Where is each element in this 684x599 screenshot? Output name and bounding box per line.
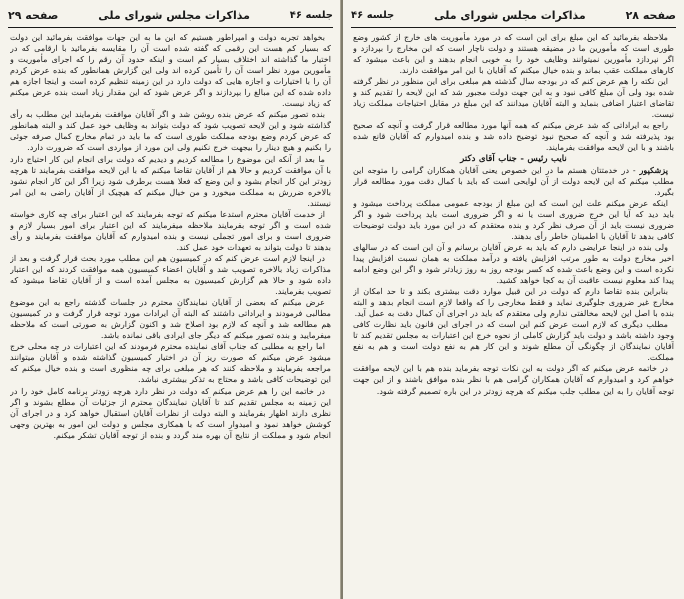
paragraph: ما بعد از آنکه این موضوع را مطالعه کردیم و دیدیم که دولت برای انجام این کار احتیاج دارد با آن موافقت کردیم و حالا هم از آقایان تقاضا میکنم که با این لایحه موافقت بفرمایند تا هرچه زودتر این کار انجام بشود و این وضع که فعلا هست برطرف شود زیرا اگر این کار انجام نشود بالاخره ضررش به مملکت میخورد و من خیال میکنم که هیچیک از آقایان راضی به این امر نیستند.: [10, 153, 331, 208]
speaker-paragraph: [353, 165, 674, 198]
left-header-rule: [8, 27, 333, 28]
left-page-header: [8, 4, 333, 26]
left-session-label: جلسه ۴۶: [289, 9, 333, 21]
paragraph: اما راجع به مطلبی که جناب آقای نماینده محترم فرمودند که این اعتبارات در چه محلی خرج میشود عرض میکنم که صورت ریز آن در اختیار کمیسیون گذاشته شده و آقایان میتوانند مراجعه بفرمایند و ملاحظه کنند که هر مبلغی برای چه منظوری است و بنده خیال میکنم که این توضیحات کافی باشد و محتاج به تذکر بیشتری نباشد.: [10, 341, 331, 385]
left-page-body: [10, 32, 331, 595]
right-page-number: صفحه ۲۸: [625, 8, 676, 22]
paragraph: راجع به ایراداتی که شد عرض میکنم که همه آنها مورد مطالعه قرار گرفت و آنچه که صحیح بود پذیرفته شد و آنچه که صحیح نبود توضیح داده شد و بنده امیدوارم که آقایان قانع شده باشند و با این لایحه موافقت بفرمایند.: [353, 120, 674, 153]
paragraph: بخواهد تجربه دولت و امپراطور هستیم که این ما به این جهات موافقت بفرمائید این دولت که بسیار کم هست این رقمی که گفته شده است آن را مقایسه بفرمائید با ارقامی که در اختیار ما گذاشته اند اختلاف بسیار کم است و اینکه حدود آن رقم را که اجرای مأموریت و مأمورین مورد نظر است آن را تأمین کرده اند ولی این گزارش همانطور که بنده عرض کردم آن را با اختیارات و اجازه هایی که دولت دارد در این زمینه تنظیم کرده است و اینجا اجازه هم داده شده که این مبالغ را بپردازند و اگر عرض شود که این مقدار زیاد است بنده عرض میکنم که زیاد نیست.: [10, 32, 331, 109]
paragraph: در خاتمه این را هم عرض میکنم که دولت در نظر دارد هرچه زودتر برنامه کامل خود را در این زمینه به مجلس تقدیم کند تا آقایان نمایندگان محترم از جزئیات آن مطلع بشوند و اگر نظری دارند اظهار بفرمایند و البته دولت از نظرات آقایان استقبال خواهد کرد و در اجرای آن کوشش خواهد نمود و امیدوار است که با همکاری مجلس و دولت این امور به بهترین وجهی انجام شود و مملکت از نتایج آن بهره مند گردد و بنده از توجه آقایان تشکر میکنم.: [10, 385, 331, 440]
speaker-heading: نایب رئیس - جناب آقای دکتر: [460, 153, 567, 164]
paragraph: عرض میکنم که بعضی از آقایان نمایندگان محترم در جلسات گذشته راجع به این موضوع مطالبی فرمودند و ایراداتی داشتند که البته آن ایرادات مورد توجه قرار گرفت و در کمیسیون هم مطالعه شد و آنچه که لازم بود اصلاح شد و اکنون گزارش به صورتی است که ملاحظه میفرمایید و بنده تصور میکنم که دیگر جای ایرادی باقی نمانده باشد.: [10, 297, 331, 341]
paragraph: بنابراین بنده تقاضا دارم که دولت در این قبیل موارد دقت بیشتری بکند و تا حد امکان از مخارج غیر ضروری جلوگیری نماید و فقط مخارجی را که واقعا لازم است انجام بدهد و البته بنده با اصل این لایحه مخالفتی ندارم ولی معتقدم که باید در اجرای آن کمال دقت به عمل آید.: [353, 286, 674, 319]
paragraph: از خدمت آقایان محترم استدعا میکنم که توجه بفرمایند که این اعتبار برای چه کاری خواسته شده است و اگر توجه بفرمایند ملاحظه میفرمایند که این اعتبار برای امور بسیار لازم و ضروری است و برای امور تجملی نیست و بنده امیدوارم که آقایان موافقت بفرمایند و رأی بدهند تا دولت بتواند به تعهدات خود عمل کند.: [10, 208, 331, 252]
speaker-text: - در خدمتتان هستم ما در این خصوص یعنی آقایان همکاران گرامی را متوجه این مطلب میکنم که این لایحه دولت از آن لوایحی است که باید با کمال دقت مورد مطالعه قرار بگیرد.: [353, 164, 674, 197]
left-page: [0, 0, 341, 599]
right-session-label: جلسه ۴۶: [351, 9, 395, 21]
paragraph: در خاتمه عرض میکنم که اگر دولت به این نکات توجه بفرماید بنده هم با این لایحه موافقت خواهم کرد و امیدوارم که آقایان همکاران گرامی هم با نظر بنده موافق باشند و از این جهت توجه آقایان را به این مطلب جلب میکنم که هرچه زودتر در این باره تصمیم گرفته شود.: [353, 363, 674, 396]
right-header-rule: [351, 27, 676, 28]
paragraph: ولی بنده در اینجا عرایضی دارم که باید به عرض آقایان برسانم و آن این است که در سالهای اخیر مخارج دولت به طور مرتب افزایش یافته و درآمد مملکت به همان نسبت افزایش پیدا نکرده است و این وضع باعث شده که کسر بودجه روز به روز زیادتر شود و اگر این وضع ادامه پیدا کند معلوم نیست عاقبت آن به کجا خواهد کشید.: [353, 241, 674, 286]
right-page-header: [351, 4, 676, 26]
paragraph: مطلب دیگری که لازم است عرض کنم این است که در اجرای این قانون باید نظارت کافی وجود داشته باشد و دولت باید گزارش کاملی از نحوه خرج این اعتبارات به مجلس تقدیم کند تا آقایان نمایندگان از چگونگی آن مطلع شوند و این کار هم به نفع دولت است و هم به نفع مملکت.: [353, 319, 674, 363]
right-page-body: [353, 32, 674, 595]
paragraph: ملاحظه بفرمائید که این مبلغ برای این است که در مورد مأموریت های خارج از کشور وضع طوری است که مأمورین ما در مضیقه هستند و دولت ناچار است که این مخارج را بپردازد و اگر نپردازد مأمورین نمیتوانند وظایف خود را به خوبی انجام بدهند و این باعث میشود که کارهای مملکت عقب بماند و بنده خیال میکنم که آقایان با این امر موافقت دارند.: [353, 32, 674, 76]
paragraph: بنده تصور میکنم که عرض بنده روشن شد و اگر آقایان موافقت بفرمایند این مطلب به رأی گذاشته شود و این لایحه تصویب شود که دولت بتواند به وظایف خود عمل کند و البته همانطور که عرض کردم وضع بودجه مملکت طوری است که ما باید در تمام مخارج کمال صرفه جوئی را بکنیم و هیچ دینار را بیجهت خرج نکنیم ولی این مورد از مواردی است که ضرورت دارد.: [10, 109, 331, 153]
paragraph: اینکه عرض میکنم علت این است که این مبلغ از بودجه عمومی مملکت پرداخت میشود و باید دید که آیا این خرج ضروری است یا نه و اگر ضروری است باید پرداخت شود و اگر ضروری نیست باید از آن صرف نظر کرد و بنده معتقدم که در این مورد باید دولت توضیحات کافی بدهد تا آقایان با اطمینان خاطر رأی بدهند.: [353, 197, 674, 241]
paragraph: در اینجا لازم است عرض کنم که در کمیسیون هم این مطلب مورد بحث قرار گرفت و بعد از مذاکرات زیاد بالاخره تصویب شد و آقایان اعضاء کمیسیون همه موافقت کردند که این اعتبار داده شود و حالا هم گزارش کمیسیون به مجلس آمده است و از آقایان تقاضا میشود که تصویب بفرمایند.: [10, 252, 331, 297]
left-page-number: صفحه ۲۹: [8, 8, 59, 22]
right-page: [343, 0, 684, 599]
left-running-title: مذاکرات مجلس شورای ملی: [98, 8, 250, 22]
speaker-name: پزشکپور: [639, 164, 669, 175]
right-running-title: مذاکرات مجلس شورای ملی: [434, 8, 586, 22]
paragraph: این نکته را هم عرض کنم که در بودجه سال گذشته هم مبلغی برای این منظور در نظر گرفته شده بود ولی آن مبلغ کافی نبود و به این جهت دولت مجبور شد که این لایحه را تقدیم کند و تقاضای اعتبار اضافی بنماید و البته آقایان میدانند که این مبلغ در مقابل احتیاجات مملکت زیاد نیست.: [353, 76, 674, 120]
